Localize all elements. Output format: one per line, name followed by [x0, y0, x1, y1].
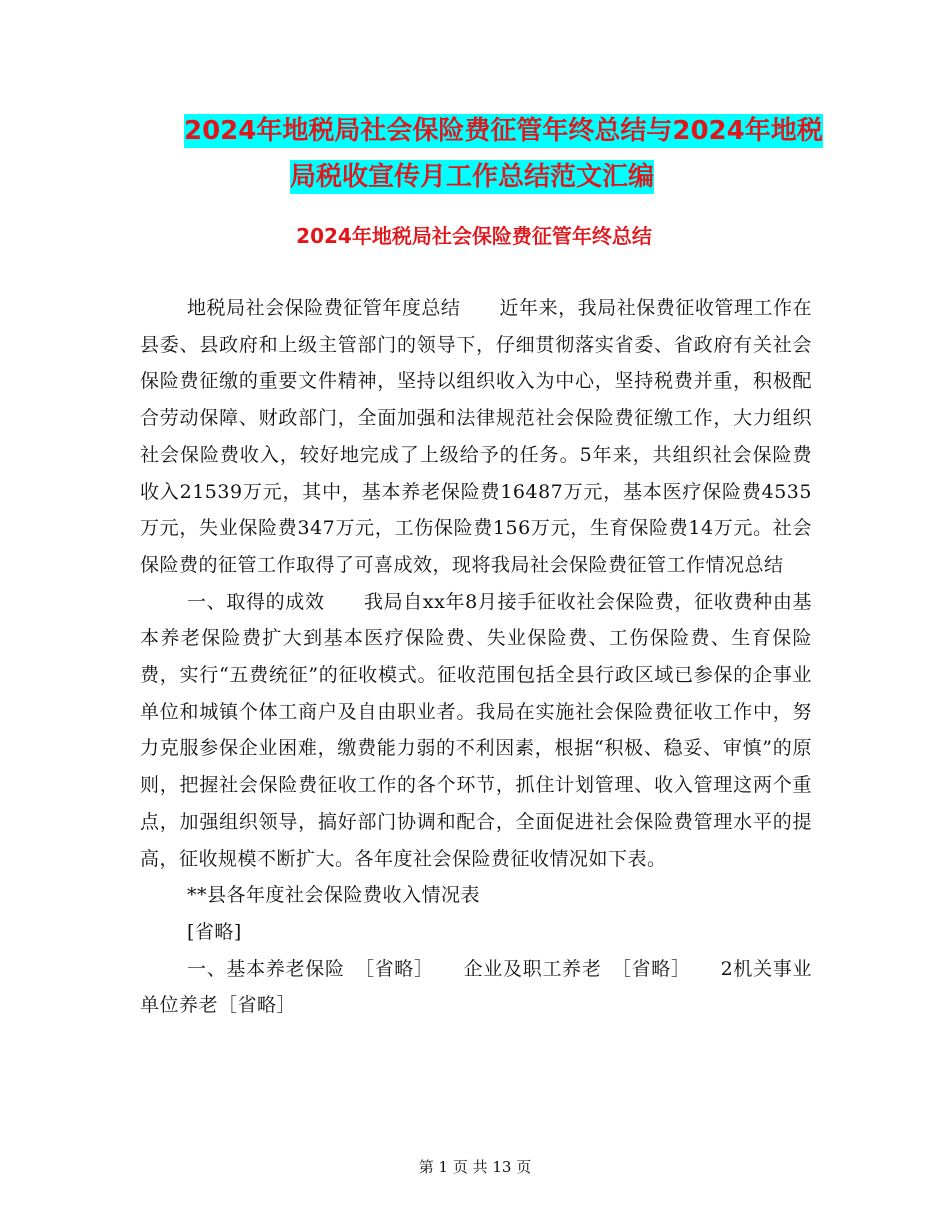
table-caption: **县各年度社会保险费收入情况表 — [187, 884, 481, 907]
paragraph-achievements: 一、取得的成效 我局自xx年8月接手征收社会保险费，征收费种由基本养老保险费扩大到基本医疗保险费、失业保险费、工伤保险费、生育保险费，实行“五费统征”的征收模式。征收范围包括全县行政区域已参保的企事业单位和城镇个体工商户及自由职业者。我局在实施社会保险费征收工作中，努力克服参保企业困难，缴费能力弱的不利因素，根据“积极、稳妥、审慎”的原则，把握社会保险费征收工作的各个环节，抓住计划管理、收入管理这两个重点，加强组织领导，搞好部门协调和配合，全面促进社会保险费管理水平的提高，征收规模不断扩大。各年度社会保险费征收情况如下表。 — [140, 590, 812, 870]
paragraph-pension-items: 一、基本养老保险 ［省略］ 企业及职工养老 ［省略］ 2机关事业单位养老［省略］ — [140, 957, 812, 1017]
document-title — [140, 108, 823, 200]
page-footer: 第 1 页 共 13 页 — [418, 1158, 532, 1176]
document-body — [140, 290, 812, 1024]
section-heading: 2024年地税局社会保险费征管年终总结 — [296, 224, 652, 248]
title-line-2: 局税收宣传月工作总结范文汇编 — [290, 162, 655, 192]
title-line-1: 2024年地税局社会保险费征管年终总结与2024年地税 — [184, 116, 823, 146]
paragraph-intro: 地税局社会保险费征管年度总结 近年来，我局社保费征收管理工作在县委、县政府和上级主管部门的领导下，仔细贯彻落实省委、省政府有关社会保险费征缴的重要文件精神，坚持以组织收入为中心，坚持税费并重，积极配合劳动保障、财政部门，全面加强和法律规范社会保险费征缴工作，大力组织社会保险费收入，较好地完成了上级给予的任务。5年来，共组织社会保险费收入21539万元，其中，基本养老保险费16487万元，基本医疗保险费4535万元，失业保险费347万元，工伤保险费156万元，生育保险费14万元。社会保险费的征管工作取得了可喜成效，现将我局社会保险费征管工作情况总结 — [140, 297, 812, 576]
omitted-table: [省略] — [187, 920, 242, 943]
